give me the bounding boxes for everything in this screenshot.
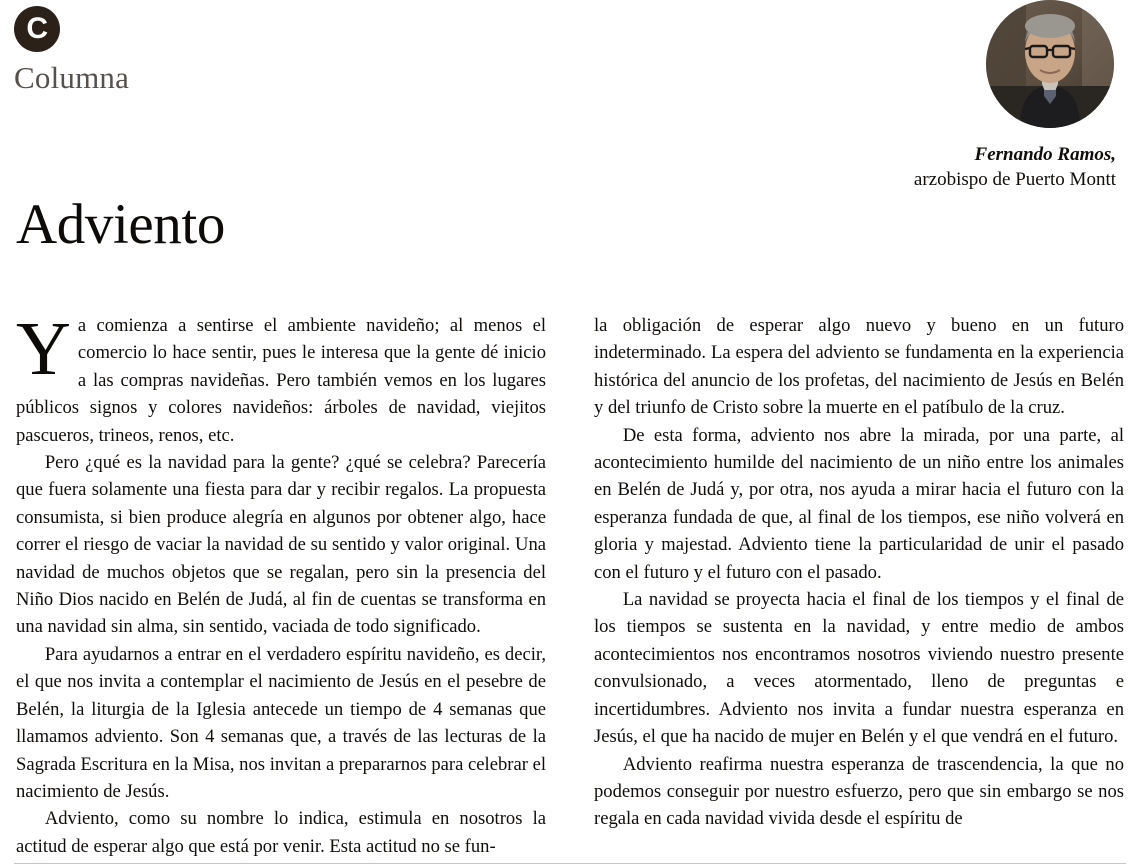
section-kicker-label: Columna bbox=[14, 60, 130, 95]
article-body bbox=[16, 312, 1124, 860]
section-kicker-block bbox=[14, 6, 129, 95]
paragraph: Ya comienza a sentirse el ambiente navideño; al menos el comercio lo hace sentir, pues le interesa que la gente dé inicio a las compras navideñas. Pero también vemos en los lugares públicos signos y colores navideños: árboles de navidad, viejitos pascueros, trineos, renos, etc. bbox=[16, 312, 546, 446]
author-role: arzobispo de Puerto Montt bbox=[913, 168, 1116, 190]
author-portrait-icon bbox=[986, 0, 1114, 128]
body-column-right bbox=[594, 312, 1124, 860]
paragraph: Para ayudarnos a entrar en el verdadero espíritu navideño, es decir, el que nos invita a contemplar el nacimiento de Jesús en el pesebre de Belén, la liturgia de la Iglesia antecede un tiempo de 4 semanas que llamamos adviento. Son 4 semanas que, a través de las lecturas de la Sagrada Escritura en la Misa, nos invitan a prepararnos para celebrar el nacimiento de Jesús. bbox=[16, 643, 546, 802]
masthead bbox=[0, 0, 1140, 196]
author-name: Fernando Ramos, bbox=[974, 144, 1116, 165]
bottom-divider bbox=[14, 863, 1126, 864]
paragraph: Adviento, como su nombre lo indica, estimula en nosotros la actitud de esperar algo que está por venir. Esta actitud no se fun- bbox=[16, 808, 546, 857]
author-block bbox=[858, 0, 1118, 192]
paragraph: la obligación de esperar algo nuevo y bueno en un futuro indeterminado. La espera del adviento se fundamenta en la experiencia histórica del anuncio de los profetas, del nacimiento de Jesús en Belén y del triunfo de Cristo sobre la muerte en el patíbulo de la cruz. bbox=[594, 315, 1124, 419]
paragraph: De esta forma, adviento nos abre la mirada, por una parte, al acontecimiento humilde del nacimiento de un niño entre los animales en Belén de Judá y, por otra, nos ayuda a mirar hacia el futuro con la esperanza fundada de que, al final de los tiempos, ese niño volverá en gloria y majestad. Adviento tiene la particularidad de unir el pasado con el futuro y el futuro con el pasado. bbox=[594, 424, 1124, 583]
paragraph: Pero ¿qué es la navidad para la gente? ¿qué se celebra? Parecería que fuera solamente una fiesta para dar y recibir regalos. La propuesta consumista, si bien produce alegría en algunos por obtener algo, hace correr el riesgo de vaciar la navidad de su sentido y valor original. Una navidad de muchos objetos que se regalan, pero sin la presencia del Niño Dios nacido en Belén de Judá, al fin de cuentas se transforma en una navidad sin alma, sin sentido, vaciada de todo significado. bbox=[16, 452, 546, 638]
paragraph: La navidad se proyecta hacia el final de los tiempos y el final de los tiempos se sustenta en la navidad, y entre medio de ambos acontecimientos nos encontramos nosotros viviendo nuestro presente convulsionado, a veces atormentado, lleno de preguntas e incertidumbres. Adviento nos invita a fundar nuestra esperanza en Jesús, el que ha nacido de mujer en Belén y el que vendrá en el futuro. bbox=[594, 589, 1124, 748]
article-headline: Adviento bbox=[16, 193, 225, 256]
column-badge-icon: C bbox=[14, 6, 60, 52]
body-column-left bbox=[16, 312, 546, 860]
author-avatar bbox=[986, 0, 1114, 128]
paragraph: Adviento reafirma nuestra esperanza de trascendencia, la que no podemos conseguir por nuestro esfuerzo, pero que sin embargo se nos regala en cada navidad vivida desde el espíritu de bbox=[594, 753, 1124, 830]
